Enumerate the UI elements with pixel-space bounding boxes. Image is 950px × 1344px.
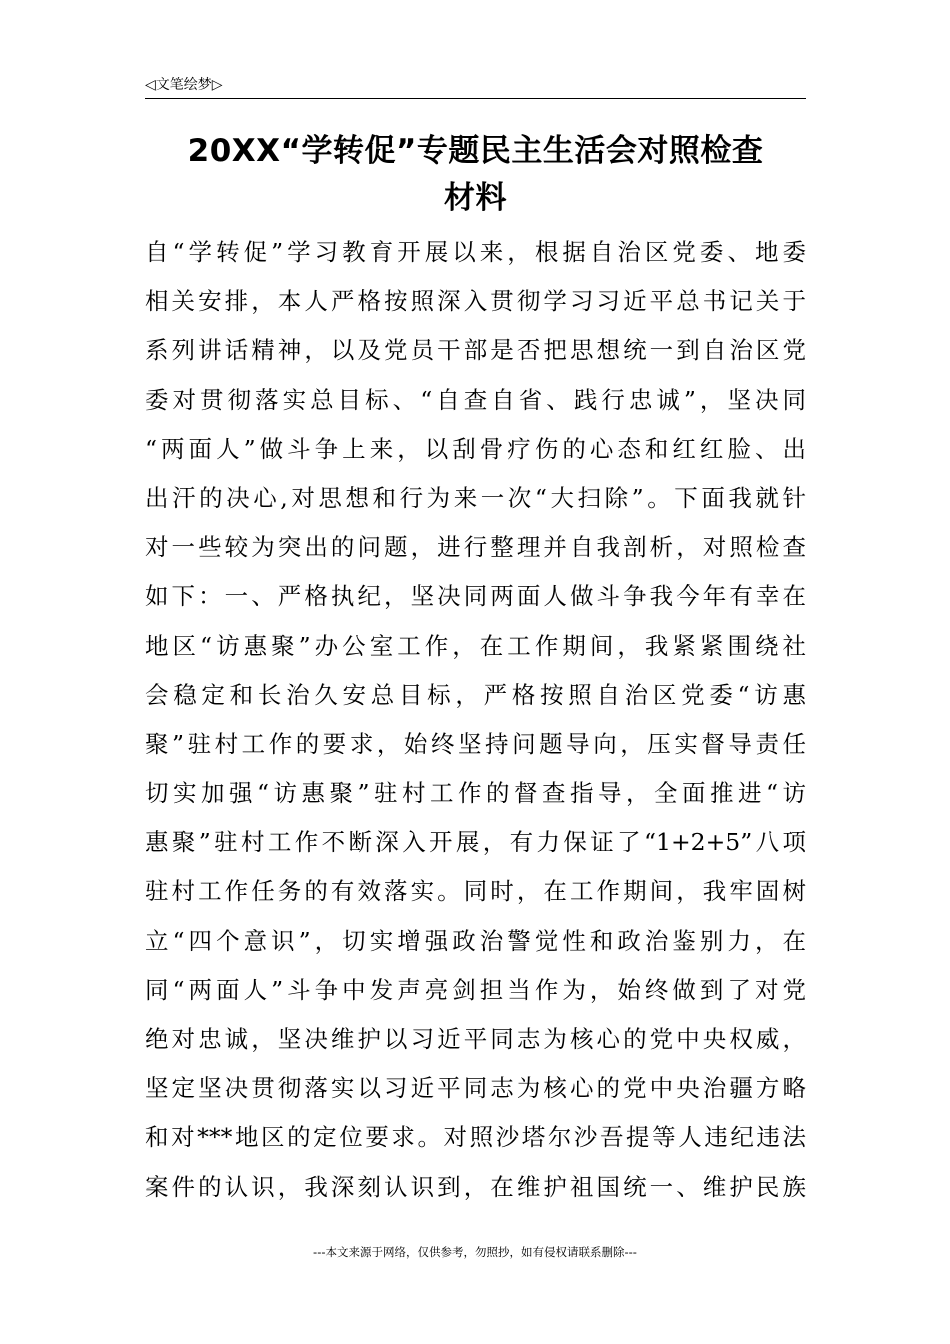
body-line: 惠聚”驻村工作不断深入开展，有力保证了“1+2+5”八项	[145, 828, 806, 857]
body-line: 自“学转促”学习教育开展以来，根据自治区党委、地委	[145, 238, 806, 266]
body-line: 出汗的决心,对思想和行为来一次“大扫除”。下面我就针	[145, 483, 806, 512]
body-line: 案件的认识，我深刻认识到，在维护祖国统一、维护民族	[145, 1172, 806, 1201]
body-line: 绝对忠诚，坚决维护以习近平同志为核心的党中央权威，	[145, 1025, 806, 1053]
body-line: 坚定坚决贯彻落实以习近平同志为核心的党中央治疆方略	[145, 1074, 806, 1103]
body-line: 系列讲话精神，以及党员干部是否把思想统一到自治区党	[145, 336, 806, 365]
header-divider	[145, 98, 806, 99]
body-line: 相关安排，本人严格按照深入贯彻学习习近平总书记关于	[145, 287, 806, 316]
header-text: ◁文笔绘梦▷	[145, 77, 223, 93]
body-line: 对一些较为突出的问题，进行整理并自我剖析，对照检查	[145, 533, 806, 562]
body-line: 驻村工作任务的有效落实。同时，在工作期间，我牢固树	[145, 877, 806, 906]
body-line: 如下：一、严格执纪，坚决同两面人做斗争我今年有幸在	[145, 582, 806, 611]
body-line: 地区“访惠聚”办公室工作，在工作期间，我紧紧围绕社	[145, 631, 806, 660]
body-line: 立“四个意识”，切实增强政治警觉性和政治鉴别力，在	[145, 926, 806, 955]
body-line: 和对***地区的定位要求。对照沙塔尔沙吾提等人违纪违法	[145, 1123, 806, 1152]
body-line: 聚”驻村工作的要求，始终坚持问题导向，压实督导责任	[145, 729, 806, 758]
footer-disclaimer: ---本文来源于网络，仅供参考，勿照抄，如有侵权请联系删除---	[313, 1245, 637, 1259]
body-line: “两面人”做斗争上来，以刮骨疗伤的心态和红红脸、出	[145, 434, 806, 463]
body-line: 切实加强“访惠聚”驻村工作的督查指导，全面推进“访	[145, 779, 806, 808]
title-line-2: 材料	[444, 180, 507, 216]
body-line: 会稳定和长治久安总目标，严格按照自治区党委“访惠	[145, 680, 806, 709]
title-line-1: 20XX“学转促”专题民主生活会对照检查	[187, 133, 764, 169]
body-line: 同“两面人”斗争中发声亮剑担当作为，始终做到了对党	[145, 975, 806, 1004]
document-title	[145, 128, 806, 222]
body-line: 委对贯彻落实总目标、“自查自省、践行忠诚”，坚决同	[145, 385, 806, 414]
document-body	[145, 228, 806, 1212]
